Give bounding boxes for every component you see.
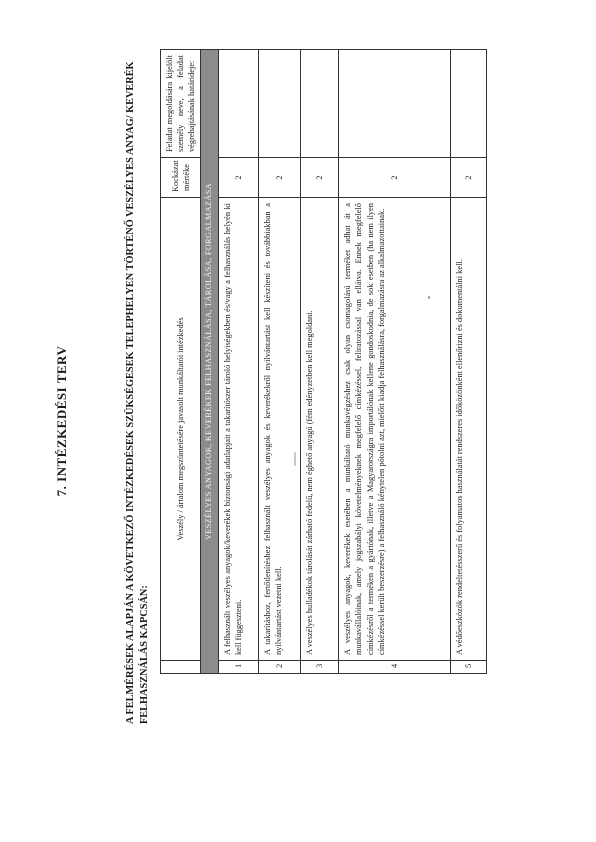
row-responsible xyxy=(451,50,487,158)
row-text: A takarításhoz, fertőtlenítéshez felhasznált veszélyes anyagok és keverékekről nyilvántartást kell készíteni és továbbiakban a nyilvántartást vezetni kell. xyxy=(259,198,301,661)
row-number: 2 xyxy=(259,661,301,674)
page-subtitle: A FELMÉRÉSEK ALAPJÁN A KÖVETKEZŐ INTÉZKEDÉSEK SZÜKSÉGESEK TELEPHELYEN TÖRTÉNŐ VESZÉLYES ANYAG/ KEVERÉK FELHASZNÁLÁS KAPCSÁN: xyxy=(125,61,150,724)
header-description: Veszély / ártalom megszüntetésére javasolt munkáltatói intézkedés xyxy=(161,198,201,661)
table-row xyxy=(451,50,487,674)
section-label: VESZÉLYES ANYAGOK, KEVERÉKEK FELHASZNÁLÁSA, TÁROLÁSA, FORGALMAZÁSA xyxy=(201,50,219,674)
row-number: 4 xyxy=(339,661,451,674)
row-responsible xyxy=(339,50,451,158)
row-risk: 2 xyxy=(219,158,259,198)
table-row xyxy=(301,50,339,674)
row-number: 1 xyxy=(219,661,259,674)
section-row xyxy=(201,50,219,674)
table-header-row xyxy=(161,50,201,674)
row-risk: 2 xyxy=(451,158,487,198)
row-text: A védőeszközök rendeltetésszerű és folyamatos használatát rendszeres időközönként ellenőrizni és dokumentálni kell. xyxy=(451,198,487,661)
table-row xyxy=(259,50,301,674)
row-text: A felhasznált veszélyes anyagok/keverékek biztonsági adatlapjait a takarítószer tároló helyiségekben és/vagy a felhasználás helyén ki kell függeszteni. xyxy=(219,198,259,661)
page-title: 7. INTÉZKEDÉSI TERV xyxy=(54,345,69,497)
row-responsible xyxy=(259,50,301,158)
header-responsible: Feladat megoldására kijelölt személy neve, a feladat végrehajtásának határideje: xyxy=(161,50,201,158)
table-row xyxy=(219,50,259,674)
row-risk: 2 xyxy=(339,158,451,198)
row-responsible xyxy=(301,50,339,158)
row-risk: 2 xyxy=(301,158,339,198)
row-number: 3 xyxy=(301,661,339,674)
header-risk: Kockázat mértéke xyxy=(161,158,201,198)
action-plan-table xyxy=(160,49,487,674)
row-number: 5 xyxy=(451,661,487,674)
row-text: A veszélyes anyagok, keverékek esetében a munkáltató munkavégzéshez csak olyan csomagolású terméket adhat át a munkavállalóinak, amely jogszabályi követelményeknek megfelelő címkézéssel, feliratozással van ellátva. Ennek megfelelő címkézésről a terméken a gyártónak, illetve a Magyarországra importálónak kellene gondoskodnia, de sok esetben (ha nem ilyen címkézéssel került beszerzésre) a felhasználó kénytelen pótolni azt, mielőtt kiadja felhasználásra, forgalmazásra az alkalmazottainak. xyxy=(339,198,451,661)
row-text: A veszélyes hulladékok tárolását zárható fedelű, nem éghető anyagú (fém edényzetben kell megoldani. xyxy=(301,198,339,661)
row-risk: 2 xyxy=(259,158,301,198)
row-responsible xyxy=(219,50,259,158)
header-num-cell xyxy=(161,661,201,674)
table-row xyxy=(339,50,451,674)
